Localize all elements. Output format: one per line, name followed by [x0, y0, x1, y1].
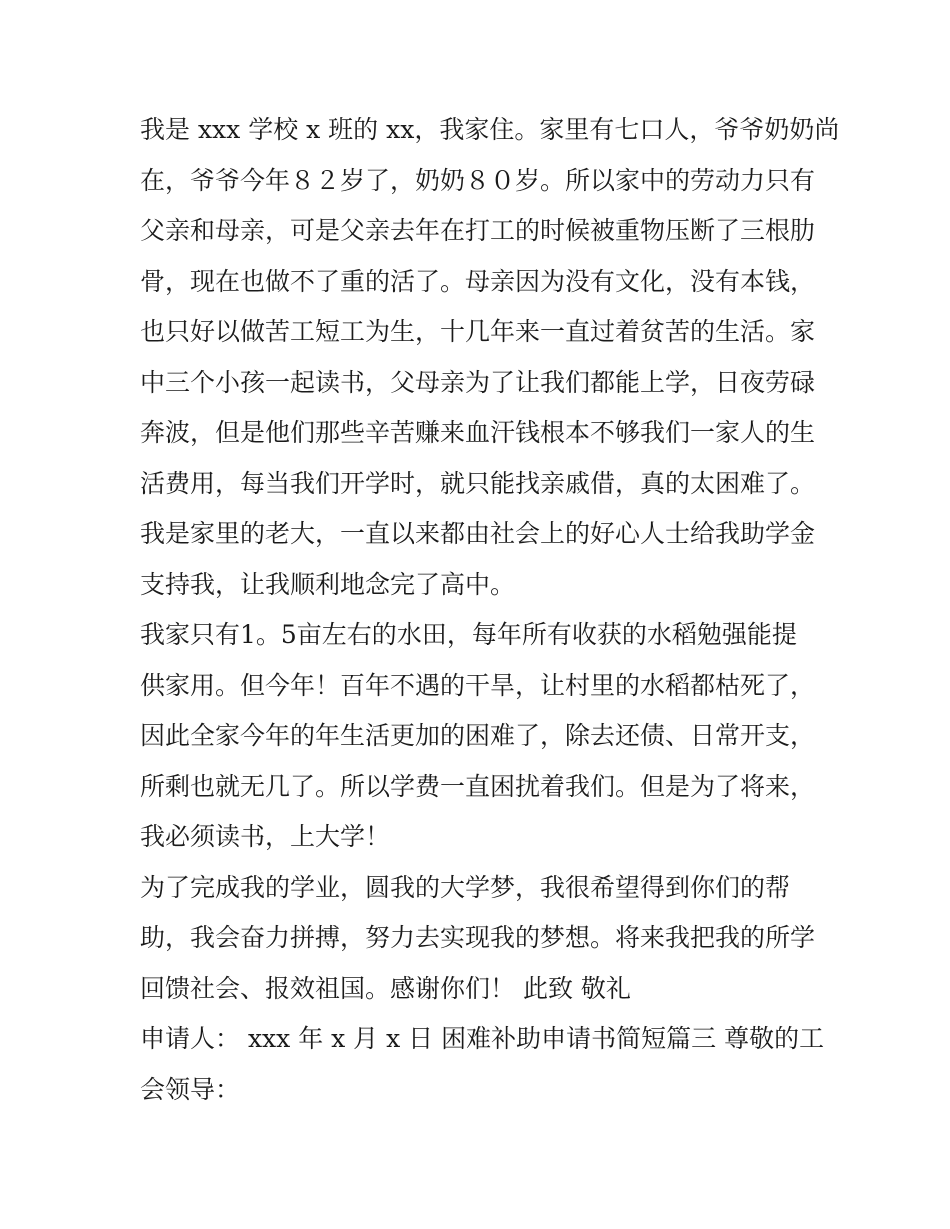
text-line: 在，爷爷今年８２岁了，奶奶８０岁。所以家中的劳动力只有	[140, 165, 816, 195]
text-line: 助，我会奋力拼搏，努力去实现我的梦想。将来我把我的所学	[140, 923, 816, 952]
paragraph-farmland	[140, 610, 820, 863]
text-line: 奔波，但是他们那些辛苦赚来血汗钱根本不够我们一家人的生	[140, 418, 816, 447]
text-line: 回馈社会、报效祖国。感谢你们！ 此致 敬礼	[140, 973, 631, 1003]
text-line: 也只好以做苦工短工为生，十几年来一直过着贫苦的生活。家	[140, 317, 816, 346]
text-line: 我是 xxx 学校 x 班的 xx，我家住。家里有七口人，爷爷奶奶尚	[140, 115, 840, 144]
text-line: 我家只有1。5亩左右的水田，每年所有收获的水稻勉强能提	[140, 620, 797, 649]
text-line: 我必须读书，上大学！	[140, 822, 391, 851]
text-line: 申请人： xxx 年 x 月 x 日 困难补助申请书简短篇三 尊敬的工	[140, 1024, 825, 1053]
text-line: 骨，现在也做不了重的活了。母亲因为没有文化，没有本钱，	[140, 266, 816, 296]
text-line: 父亲和母亲，可是父亲去年在打工的时候被重物压断了三根肋	[140, 216, 816, 245]
paragraph-aspiration	[140, 863, 820, 1015]
text-line: 活费用，每当我们开学时，就只能找亲戚借，真的太困难了。	[140, 468, 816, 498]
text-line: 支持我，让我顺利地念完了高中。	[140, 569, 516, 599]
document-body	[140, 105, 840, 1115]
text-line: 中三个小孩一起读书，父母亲为了让我们都能上学，日夜劳碌	[140, 367, 816, 397]
text-line: 所剩也就无几了。所以学费一直困扰着我们。但是为了将来，	[140, 771, 816, 801]
text-line: 供家用。但今年！百年不遇的干旱，让村里的水稻都枯死了，	[140, 670, 816, 700]
text-line: 我是家里的老大，一直以来都由社会上的好心人士给我助学金	[140, 519, 816, 548]
paragraph-signature	[140, 1014, 825, 1115]
text-line: 会领导：	[140, 1074, 241, 1104]
text-line: 为了完成我的学业，圆我的大学梦，我很希望得到你们的帮	[140, 872, 791, 902]
text-line: 因此全家今年的年生活更加的困难了，除去还债、日常开支，	[140, 721, 816, 750]
paragraph-family-background	[140, 105, 840, 610]
